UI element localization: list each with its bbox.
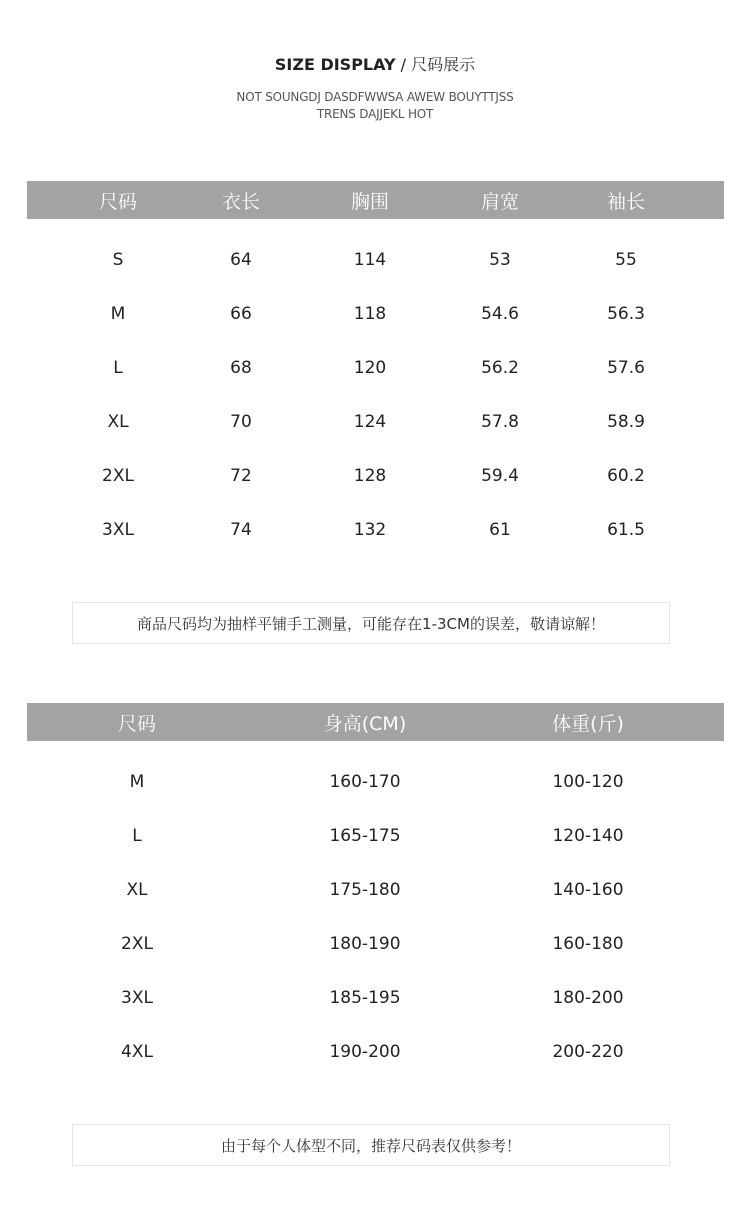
cell-size: M — [129, 772, 145, 792]
cell-weight: 120-140 — [552, 826, 624, 846]
cell-height: 165-175 — [329, 826, 401, 846]
measurement-note: 商品尺码均为抽样平铺手工测量，可能存在1-3CM的误差，敬请谅解！ — [72, 602, 670, 644]
cell-size: L — [113, 358, 123, 378]
table-row — [0, 304, 750, 358]
cell-weight: 160-180 — [552, 934, 624, 954]
table-row — [0, 934, 750, 988]
size-table-header — [27, 181, 724, 219]
table-row — [0, 358, 750, 412]
cell-size: 3XL — [121, 988, 153, 1008]
cell-size: M — [110, 304, 126, 324]
title-cn: 尺码展示 — [411, 55, 476, 74]
cell-chest: 114 — [353, 250, 387, 270]
cell-size: 4XL — [121, 1042, 153, 1062]
cell-chest: 124 — [353, 412, 387, 432]
page-header — [0, 52, 750, 123]
cell-shoulder: 59.4 — [481, 466, 519, 486]
cell-size: 2XL — [102, 466, 134, 486]
cell-sleeve: 56.3 — [607, 304, 645, 324]
cell-chest: 120 — [353, 358, 387, 378]
cell-length: 66 — [230, 304, 252, 324]
cell-height: 175-180 — [329, 880, 401, 900]
page-title — [0, 52, 750, 75]
table-row — [0, 412, 750, 466]
cell-sleeve: 61.5 — [607, 520, 645, 540]
cell-size: 2XL — [121, 934, 153, 954]
table-row — [0, 250, 750, 304]
cell-shoulder: 54.6 — [481, 304, 519, 324]
title-en: SIZE DISPLAY — [274, 55, 396, 74]
cell-length: 74 — [230, 520, 252, 540]
cell-height: 185-195 — [329, 988, 401, 1008]
cell-height: 180-190 — [329, 934, 401, 954]
cell-sleeve: 55 — [615, 250, 637, 270]
table-row — [0, 772, 750, 826]
table-row — [0, 826, 750, 880]
cell-shoulder: 56.2 — [481, 358, 519, 378]
cell-size: L — [132, 826, 142, 846]
cell-weight: 200-220 — [552, 1042, 624, 1062]
header-size: 尺码 — [117, 712, 157, 735]
cell-size: XL — [126, 880, 148, 900]
cell-chest: 118 — [353, 304, 387, 324]
table-row — [0, 988, 750, 1042]
cell-sleeve: 58.9 — [607, 412, 645, 432]
cell-size: 3XL — [102, 520, 134, 540]
header-height: 身高(CM) — [323, 712, 407, 735]
table-row — [0, 1042, 750, 1096]
table-row — [0, 520, 750, 574]
subtitle-line-2: TRENS DAJJEKL HOT — [316, 107, 434, 121]
cell-length: 68 — [230, 358, 252, 378]
title-separator: / — [395, 55, 412, 74]
header-chest: 胸围 — [350, 190, 390, 213]
cell-sleeve: 57.6 — [607, 358, 645, 378]
cell-size: XL — [107, 412, 129, 432]
cell-height: 160-170 — [329, 772, 401, 792]
cell-weight: 140-160 — [552, 880, 624, 900]
header-weight: 体重(斤) — [552, 712, 624, 735]
cell-shoulder: 53 — [489, 250, 511, 270]
recommend-note: 由于每个人体型不同，推荐尺码表仅供参考！ — [72, 1124, 670, 1166]
recommend-table-header — [27, 703, 724, 741]
cell-weight: 100-120 — [552, 772, 624, 792]
cell-length: 72 — [230, 466, 252, 486]
subtitle — [0, 89, 750, 123]
header-sleeve: 袖长 — [606, 190, 646, 213]
cell-length: 64 — [230, 250, 252, 270]
header-size: 尺码 — [98, 190, 138, 213]
table-row — [0, 466, 750, 520]
cell-shoulder: 61 — [489, 520, 511, 540]
table-row — [0, 880, 750, 934]
cell-weight: 180-200 — [552, 988, 624, 1008]
header-length: 衣长 — [221, 190, 261, 213]
cell-height: 190-200 — [329, 1042, 401, 1062]
cell-chest: 132 — [353, 520, 387, 540]
subtitle-line-1: NOT SOUNGDJ DASDFWWSA AWEW BOUYTTJSS — [236, 90, 514, 104]
cell-chest: 128 — [353, 466, 387, 486]
header-shoulder: 肩宽 — [480, 190, 520, 213]
cell-length: 70 — [230, 412, 252, 432]
cell-sleeve: 60.2 — [607, 466, 645, 486]
cell-size: S — [112, 250, 124, 270]
cell-shoulder: 57.8 — [481, 412, 519, 432]
